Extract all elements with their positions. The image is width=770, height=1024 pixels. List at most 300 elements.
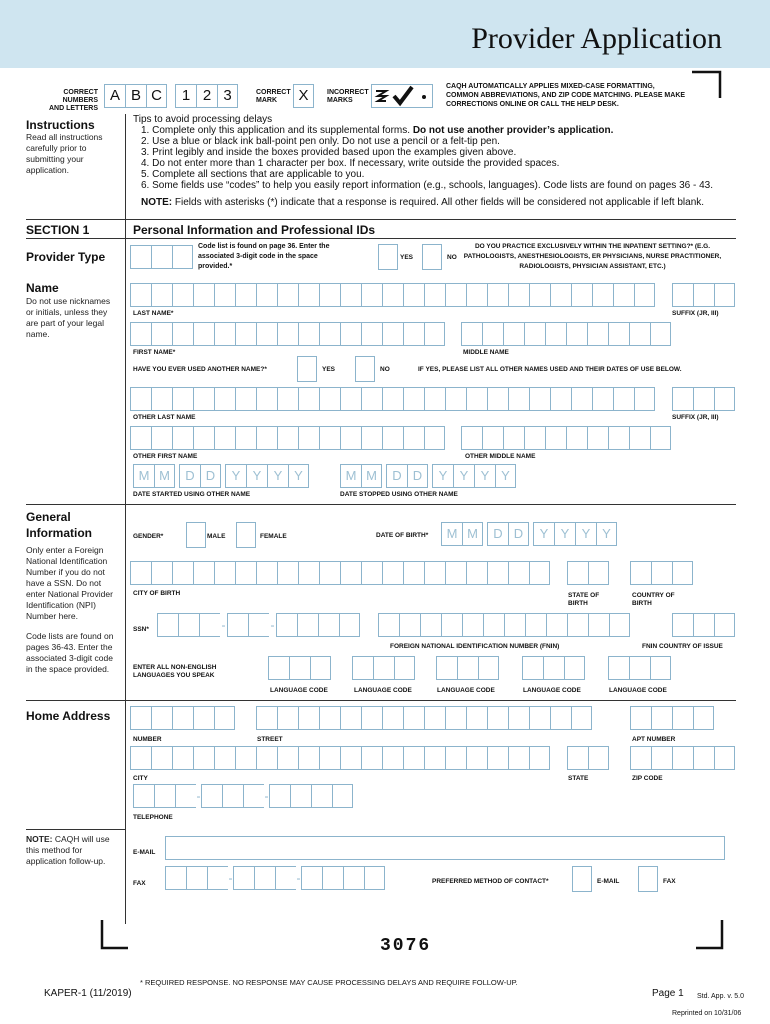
char-box[interactable] bbox=[193, 283, 214, 307]
other-middle-name-input[interactable] bbox=[461, 426, 671, 450]
char-box[interactable] bbox=[172, 746, 193, 770]
section-divider bbox=[26, 700, 736, 701]
char-box[interactable] bbox=[361, 322, 382, 346]
date-placeholder-box[interactable]: Y bbox=[288, 464, 309, 488]
last-name-input[interactable] bbox=[130, 283, 655, 307]
char-box[interactable] bbox=[361, 706, 382, 730]
example-char: 1 bbox=[175, 84, 196, 108]
char-box[interactable] bbox=[361, 561, 382, 585]
char-box[interactable] bbox=[151, 426, 172, 450]
char-box[interactable] bbox=[382, 561, 403, 585]
correct-mark-example: X bbox=[293, 84, 314, 108]
char-box[interactable] bbox=[319, 561, 340, 585]
char-box[interactable] bbox=[340, 283, 361, 307]
char-box[interactable] bbox=[298, 561, 319, 585]
gender-male-checkbox[interactable] bbox=[186, 522, 206, 548]
date-placeholder-box[interactable]: D bbox=[487, 522, 508, 546]
char-box[interactable] bbox=[693, 706, 714, 730]
address-number-input[interactable] bbox=[130, 706, 235, 730]
char-box[interactable] bbox=[340, 706, 361, 730]
date-started-input[interactable] bbox=[133, 464, 309, 488]
char-box[interactable] bbox=[214, 746, 235, 770]
date-placeholder-box[interactable]: D bbox=[200, 464, 221, 488]
char-box[interactable] bbox=[130, 283, 151, 307]
char-box[interactable] bbox=[487, 561, 508, 585]
char-box[interactable] bbox=[277, 322, 298, 346]
last-name-label: LAST NAME* bbox=[133, 310, 174, 317]
fnin-input[interactable] bbox=[378, 613, 630, 637]
city-of-birth-input[interactable] bbox=[130, 561, 550, 585]
date-placeholder-box[interactable]: D bbox=[179, 464, 200, 488]
char-box[interactable] bbox=[420, 613, 441, 637]
incorrect-marks-icon bbox=[372, 85, 432, 107]
char-box[interactable] bbox=[382, 387, 403, 411]
char-box[interactable] bbox=[651, 706, 672, 730]
char-box[interactable] bbox=[319, 322, 340, 346]
char-box[interactable] bbox=[151, 746, 172, 770]
char-box[interactable] bbox=[508, 387, 529, 411]
name-heading: Name bbox=[26, 281, 59, 295]
languages-label: ENTER ALL NON-ENGLISH LANGUAGES YOU SPEAK bbox=[133, 664, 217, 679]
date-placeholder-box[interactable]: M bbox=[154, 464, 175, 488]
example-char: B bbox=[125, 84, 146, 108]
char-box[interactable] bbox=[403, 322, 424, 346]
date-placeholder-box[interactable]: M bbox=[441, 522, 462, 546]
correct-mark-label: CORRECT MARK bbox=[256, 89, 291, 104]
char-box[interactable] bbox=[630, 706, 651, 730]
char-box[interactable] bbox=[172, 426, 193, 450]
char-box[interactable] bbox=[277, 426, 298, 450]
date-placeholder-box[interactable]: M bbox=[361, 464, 382, 488]
char-box[interactable] bbox=[319, 746, 340, 770]
fnin-country-label: FNIN COUNTRY OF ISSUE bbox=[642, 643, 723, 650]
char-box[interactable] bbox=[235, 426, 256, 450]
char-box[interactable] bbox=[382, 283, 403, 307]
char-box[interactable] bbox=[588, 613, 609, 637]
zip-code-label: ZIP CODE bbox=[632, 775, 663, 782]
char-box[interactable] bbox=[151, 561, 172, 585]
incorrect-marks-example bbox=[371, 84, 433, 108]
middle-name-input[interactable] bbox=[461, 322, 671, 346]
other-first-name-input[interactable] bbox=[130, 426, 445, 450]
char-box[interactable] bbox=[214, 387, 235, 411]
char-box[interactable] bbox=[193, 426, 214, 450]
char-box[interactable] bbox=[172, 322, 193, 346]
char-box[interactable] bbox=[340, 746, 361, 770]
char-box[interactable] bbox=[508, 706, 529, 730]
inpatient-question: DO YOU PRACTICE EXCLUSIVELY WITHIN THE INPATIENT SETTING?* (E.G. PATHOLOGISTS, ANESTHESIOLOGISTS, ER PHYSICIANS, NURSE PRACTITIONER, RADIOLOGISTS, PHYSICIAN ASSISTANT, ETC.) bbox=[463, 243, 722, 270]
instructions-side-text: Read all instructions carefully prior to submitting your application. bbox=[26, 132, 103, 175]
char-box[interactable] bbox=[403, 283, 424, 307]
char-box[interactable] bbox=[525, 613, 546, 637]
char-box[interactable] bbox=[403, 561, 424, 585]
char-box[interactable] bbox=[277, 561, 298, 585]
char-box[interactable] bbox=[298, 426, 319, 450]
char-box[interactable] bbox=[529, 561, 550, 585]
char-box[interactable] bbox=[151, 706, 172, 730]
char-box[interactable] bbox=[566, 426, 587, 450]
char-box[interactable] bbox=[508, 561, 529, 585]
char-box[interactable] bbox=[650, 322, 671, 346]
telephone-input[interactable]: - - bbox=[133, 784, 353, 808]
char-box[interactable] bbox=[487, 283, 508, 307]
char-box[interactable] bbox=[214, 283, 235, 307]
other-suffix-input[interactable] bbox=[672, 387, 735, 411]
char-box[interactable] bbox=[503, 322, 524, 346]
char-box[interactable] bbox=[382, 322, 403, 346]
char-box[interactable] bbox=[130, 426, 151, 450]
char-box[interactable] bbox=[298, 746, 319, 770]
char-box[interactable] bbox=[298, 387, 319, 411]
language-code-input-2[interactable] bbox=[352, 656, 415, 680]
char-box[interactable] bbox=[571, 706, 592, 730]
other-last-name-label: OTHER LAST NAME bbox=[133, 414, 196, 421]
char-box[interactable] bbox=[466, 561, 487, 585]
char-box[interactable] bbox=[424, 283, 445, 307]
email-input[interactable] bbox=[165, 836, 725, 860]
char-box[interactable] bbox=[487, 746, 508, 770]
date-placeholder-box[interactable]: Y bbox=[474, 464, 495, 488]
language-code-label: LANGUAGE CODE bbox=[354, 687, 412, 694]
char-box[interactable] bbox=[424, 561, 445, 585]
form-id: KAPER-1 (11/2019) bbox=[44, 988, 132, 999]
state-label: STATE bbox=[568, 775, 589, 782]
char-box[interactable] bbox=[672, 706, 693, 730]
gender-label: GENDER* bbox=[133, 533, 164, 540]
char-box[interactable] bbox=[298, 322, 319, 346]
char-box[interactable] bbox=[277, 283, 298, 307]
char-box[interactable] bbox=[256, 561, 277, 585]
street-input[interactable] bbox=[256, 706, 592, 730]
char-box[interactable] bbox=[403, 746, 424, 770]
char-box[interactable] bbox=[424, 426, 445, 450]
char-box[interactable] bbox=[608, 426, 629, 450]
char-box[interactable] bbox=[571, 387, 592, 411]
date-placeholder-box[interactable]: D bbox=[407, 464, 428, 488]
char-box[interactable] bbox=[504, 613, 525, 637]
char-box[interactable] bbox=[256, 387, 277, 411]
char-box[interactable] bbox=[466, 706, 487, 730]
fnin-country-input[interactable] bbox=[672, 613, 735, 637]
char-box[interactable] bbox=[529, 283, 550, 307]
char-box[interactable] bbox=[550, 387, 571, 411]
char-box[interactable] bbox=[193, 387, 214, 411]
char-box[interactable] bbox=[424, 322, 445, 346]
char-box[interactable] bbox=[650, 426, 671, 450]
char-box[interactable] bbox=[571, 283, 592, 307]
char-box[interactable] bbox=[613, 387, 634, 411]
char-box[interactable] bbox=[193, 561, 214, 585]
char-box[interactable] bbox=[609, 613, 630, 637]
char-box[interactable] bbox=[277, 706, 298, 730]
char-box[interactable] bbox=[382, 426, 403, 450]
date-placeholder-box[interactable]: M bbox=[133, 464, 154, 488]
char-box[interactable] bbox=[382, 706, 403, 730]
city-input[interactable] bbox=[130, 746, 550, 770]
language-code-label: LANGUAGE CODE bbox=[270, 687, 328, 694]
char-box[interactable] bbox=[445, 561, 466, 585]
example-chars bbox=[104, 84, 238, 108]
char-box[interactable] bbox=[361, 426, 382, 450]
char-box[interactable] bbox=[172, 387, 193, 411]
page-title: Provider Application bbox=[471, 22, 722, 55]
other-name-note: IF YES, PLEASE LIST ALL OTHER NAMES USED AND THEIR DATES OF USE BELOW. bbox=[418, 366, 682, 373]
dob-label: DATE OF BIRTH* bbox=[376, 532, 429, 539]
char-box[interactable] bbox=[319, 426, 340, 450]
fax-label: FAX bbox=[133, 880, 146, 887]
date-placeholder-box[interactable]: D bbox=[508, 522, 529, 546]
example-char: 3 bbox=[217, 84, 238, 108]
date-placeholder-box[interactable]: Y bbox=[246, 464, 267, 488]
other-name-yes-checkbox[interactable] bbox=[297, 356, 317, 382]
char-box[interactable] bbox=[361, 283, 382, 307]
char-box[interactable] bbox=[466, 283, 487, 307]
date-placeholder-box[interactable]: Y bbox=[225, 464, 246, 488]
char-box[interactable] bbox=[629, 426, 650, 450]
section-divider bbox=[26, 238, 736, 239]
char-box[interactable] bbox=[319, 387, 340, 411]
date-placeholder-box[interactable]: Y bbox=[533, 522, 554, 546]
fax-input[interactable]: - - bbox=[165, 866, 385, 890]
char-box[interactable] bbox=[130, 706, 151, 730]
first-name-label: FIRST NAME* bbox=[133, 349, 176, 356]
char-box[interactable] bbox=[445, 283, 466, 307]
char-box[interactable] bbox=[546, 613, 567, 637]
char-box[interactable] bbox=[235, 322, 256, 346]
char-box[interactable] bbox=[399, 613, 420, 637]
incorrect-marks-label: INCORRECT MARKS bbox=[327, 89, 369, 104]
char-box[interactable] bbox=[545, 322, 566, 346]
gender-male-label: MALE bbox=[207, 533, 226, 540]
date-placeholder-box[interactable]: Y bbox=[267, 464, 288, 488]
char-box[interactable] bbox=[172, 706, 193, 730]
apt-number-input[interactable] bbox=[630, 706, 714, 730]
char-box[interactable] bbox=[378, 613, 399, 637]
char-box[interactable] bbox=[382, 746, 403, 770]
char-box[interactable] bbox=[403, 706, 424, 730]
char-box[interactable] bbox=[256, 322, 277, 346]
char-box[interactable] bbox=[629, 322, 650, 346]
char-box[interactable] bbox=[340, 426, 361, 450]
char-box[interactable] bbox=[277, 746, 298, 770]
char-box[interactable] bbox=[340, 387, 361, 411]
language-code-input-3[interactable] bbox=[436, 656, 499, 680]
gender-female-label: FEMALE bbox=[260, 533, 287, 540]
language-code-input-5[interactable] bbox=[608, 656, 671, 680]
char-box[interactable] bbox=[529, 387, 550, 411]
char-box[interactable] bbox=[403, 426, 424, 450]
char-box[interactable] bbox=[151, 387, 172, 411]
date-placeholder-box[interactable]: Y bbox=[453, 464, 474, 488]
char-box[interactable] bbox=[277, 387, 298, 411]
char-box[interactable] bbox=[424, 387, 445, 411]
country-of-birth-input[interactable] bbox=[630, 561, 693, 585]
char-box[interactable] bbox=[130, 322, 151, 346]
state-input[interactable] bbox=[567, 746, 609, 770]
date-placeholder-box[interactable]: D bbox=[386, 464, 407, 488]
char-box[interactable] bbox=[403, 387, 424, 411]
tips-title: Tips to avoid processing delays bbox=[133, 114, 273, 125]
char-box[interactable] bbox=[235, 387, 256, 411]
first-name-input[interactable] bbox=[130, 322, 445, 346]
char-box[interactable] bbox=[445, 706, 466, 730]
char-box[interactable] bbox=[587, 426, 608, 450]
char-box[interactable] bbox=[319, 706, 340, 730]
char-box[interactable] bbox=[634, 387, 655, 411]
char-box[interactable] bbox=[508, 283, 529, 307]
preferred-email-checkbox[interactable] bbox=[572, 866, 592, 892]
telephone-label: TELEPHONE bbox=[133, 814, 173, 821]
gender-female-checkbox[interactable] bbox=[236, 522, 256, 548]
provider-type-code-input[interactable] bbox=[130, 245, 193, 269]
other-name-no-checkbox[interactable] bbox=[355, 356, 375, 382]
char-box[interactable] bbox=[441, 613, 462, 637]
char-box[interactable] bbox=[235, 283, 256, 307]
char-box[interactable] bbox=[319, 283, 340, 307]
char-box[interactable] bbox=[361, 746, 382, 770]
date-placeholder-box[interactable]: Y bbox=[554, 522, 575, 546]
char-box[interactable] bbox=[524, 426, 545, 450]
reprinted-date: Reprinted on 10/31/06 bbox=[672, 1010, 742, 1017]
char-box[interactable] bbox=[462, 613, 483, 637]
char-box[interactable] bbox=[613, 283, 634, 307]
date-placeholder-box[interactable]: M bbox=[340, 464, 361, 488]
char-box[interactable] bbox=[445, 746, 466, 770]
char-box[interactable] bbox=[503, 426, 524, 450]
std-app-version: Std. App. v. 5.0 bbox=[697, 993, 744, 1000]
char-box[interactable] bbox=[529, 706, 550, 730]
char-box[interactable] bbox=[193, 706, 214, 730]
char-box[interactable] bbox=[172, 561, 193, 585]
inpatient-yes-checkbox[interactable] bbox=[378, 244, 398, 270]
char-box[interactable] bbox=[524, 322, 545, 346]
preferred-fax-checkbox[interactable] bbox=[638, 866, 658, 892]
date-started-label: DATE STARTED USING OTHER NAME bbox=[133, 491, 251, 498]
required-response-note: * REQUIRED RESPONSE. NO RESPONSE MAY CAUSE PROCESSING DELAYS AND REQUIRE FOLLOW-UP. bbox=[140, 978, 518, 987]
char-box[interactable] bbox=[529, 746, 550, 770]
fnin-label: FOREIGN NATIONAL IDENTIFICATION NUMBER (FNIN) bbox=[390, 643, 560, 650]
char-box[interactable] bbox=[256, 426, 277, 450]
date-placeholder-box[interactable]: Y bbox=[432, 464, 453, 488]
char-box[interactable] bbox=[130, 561, 151, 585]
instructions-heading: Instructions bbox=[26, 118, 95, 132]
char-box[interactable] bbox=[566, 322, 587, 346]
language-code-label: LANGUAGE CODE bbox=[609, 687, 667, 694]
char-box[interactable] bbox=[256, 283, 277, 307]
char-box[interactable] bbox=[545, 426, 566, 450]
language-code-input-4[interactable] bbox=[522, 656, 585, 680]
other-name-question: HAVE YOU EVER USED ANOTHER NAME?* bbox=[133, 366, 267, 373]
country-of-birth-label: COUNTRY OF BIRTH bbox=[632, 592, 675, 607]
char-box[interactable] bbox=[634, 283, 655, 307]
char-box[interactable] bbox=[214, 322, 235, 346]
char-box[interactable] bbox=[151, 322, 172, 346]
char-box[interactable] bbox=[466, 387, 487, 411]
other-first-name-label: OTHER FIRST NAME bbox=[133, 453, 198, 460]
state-of-birth-input[interactable] bbox=[567, 561, 609, 585]
number-label: NUMBER bbox=[133, 736, 162, 743]
char-box[interactable] bbox=[235, 746, 256, 770]
preferred-fax-label: FAX bbox=[663, 878, 676, 885]
form-barcode-number: 3076 bbox=[380, 936, 432, 956]
zip-code-input[interactable] bbox=[630, 746, 735, 770]
char-box[interactable] bbox=[424, 706, 445, 730]
char-box[interactable] bbox=[466, 746, 487, 770]
other-middle-name-label: OTHER MIDDLE NAME bbox=[465, 453, 536, 460]
char-box[interactable] bbox=[130, 387, 151, 411]
char-box[interactable] bbox=[482, 426, 503, 450]
preferred-email-label: E-MAIL bbox=[597, 878, 620, 885]
char-box[interactable] bbox=[487, 706, 508, 730]
char-box[interactable] bbox=[461, 322, 482, 346]
char-box[interactable] bbox=[298, 283, 319, 307]
char-box[interactable] bbox=[461, 426, 482, 450]
corner-mark-bottom-left bbox=[100, 920, 130, 950]
date-placeholder-box[interactable]: Y bbox=[596, 522, 617, 546]
char-box[interactable] bbox=[340, 561, 361, 585]
char-box[interactable] bbox=[214, 561, 235, 585]
char-box[interactable] bbox=[193, 322, 214, 346]
city-of-birth-label: CITY OF BIRTH bbox=[133, 590, 181, 597]
dob-input[interactable] bbox=[441, 522, 617, 546]
char-box[interactable] bbox=[361, 387, 382, 411]
date-placeholder-box[interactable]: Y bbox=[495, 464, 516, 488]
char-box[interactable] bbox=[508, 746, 529, 770]
middle-name-label: MIDDLE NAME bbox=[463, 349, 509, 356]
char-box[interactable] bbox=[550, 706, 571, 730]
char-box[interactable] bbox=[193, 746, 214, 770]
section-divider bbox=[26, 504, 736, 505]
char-box[interactable] bbox=[424, 746, 445, 770]
char-box[interactable] bbox=[592, 283, 613, 307]
char-box[interactable] bbox=[214, 426, 235, 450]
char-box[interactable] bbox=[235, 561, 256, 585]
inpatient-no-checkbox[interactable] bbox=[422, 244, 442, 270]
char-box[interactable] bbox=[214, 706, 235, 730]
char-box[interactable] bbox=[482, 322, 503, 346]
date-placeholder-box[interactable]: M bbox=[462, 522, 483, 546]
code-list-note: Code list is found on page 36. Enter the associated 3-digit code in the space provided.* bbox=[198, 243, 330, 270]
general-info-heading: General Information bbox=[26, 510, 92, 540]
suffix-input[interactable] bbox=[672, 283, 735, 307]
date-placeholder-box[interactable]: Y bbox=[575, 522, 596, 546]
char-box[interactable] bbox=[340, 322, 361, 346]
char-box[interactable] bbox=[567, 613, 588, 637]
tips-block: Tips to avoid processing delays 1. Complete only this application and its supplemental forms. Do not use another provider’s application. 2. Use a blue or black ink ball-point pen only. Do not use a pencil or a felt-tip pen. 3. Print legibly and inside the boxes provided based upon the examples given above. 4. Do not enter more than 1 character per box. If necessary, write outside the provided spaces. 5. Complete all sections that are applicable to you. 6. Some fields use “codes” to help you easily report information (e.g., schools, languages). Code lists are found on pages 36 - 43. NOTE: Fields with asterisks (*) indicate that a response is required. All other fields will be considered not applicable if left blank. bbox=[133, 114, 743, 208]
char-box[interactable] bbox=[483, 613, 504, 637]
language-code-input-1[interactable] bbox=[268, 656, 331, 680]
char-box[interactable] bbox=[298, 706, 319, 730]
char-box[interactable] bbox=[608, 322, 629, 346]
correct-numbers-label: CORRECT NUMBERS AND LETTERS bbox=[49, 89, 98, 112]
char-box[interactable] bbox=[151, 283, 172, 307]
ssn-input[interactable]: - - bbox=[157, 613, 360, 637]
date-stopped-input[interactable] bbox=[340, 464, 516, 488]
char-box[interactable] bbox=[172, 283, 193, 307]
other-last-name-input[interactable] bbox=[130, 387, 655, 411]
street-label: STREET bbox=[257, 736, 283, 743]
char-box[interactable] bbox=[256, 746, 277, 770]
char-box[interactable] bbox=[587, 322, 608, 346]
date-stopped-label: DATE STOPPED USING OTHER NAME bbox=[340, 491, 458, 498]
char-box[interactable] bbox=[592, 387, 613, 411]
left-divider bbox=[125, 114, 126, 924]
char-box[interactable] bbox=[487, 387, 508, 411]
char-box[interactable] bbox=[130, 746, 151, 770]
char-box[interactable] bbox=[445, 387, 466, 411]
char-box[interactable] bbox=[550, 283, 571, 307]
char-box[interactable] bbox=[256, 706, 277, 730]
